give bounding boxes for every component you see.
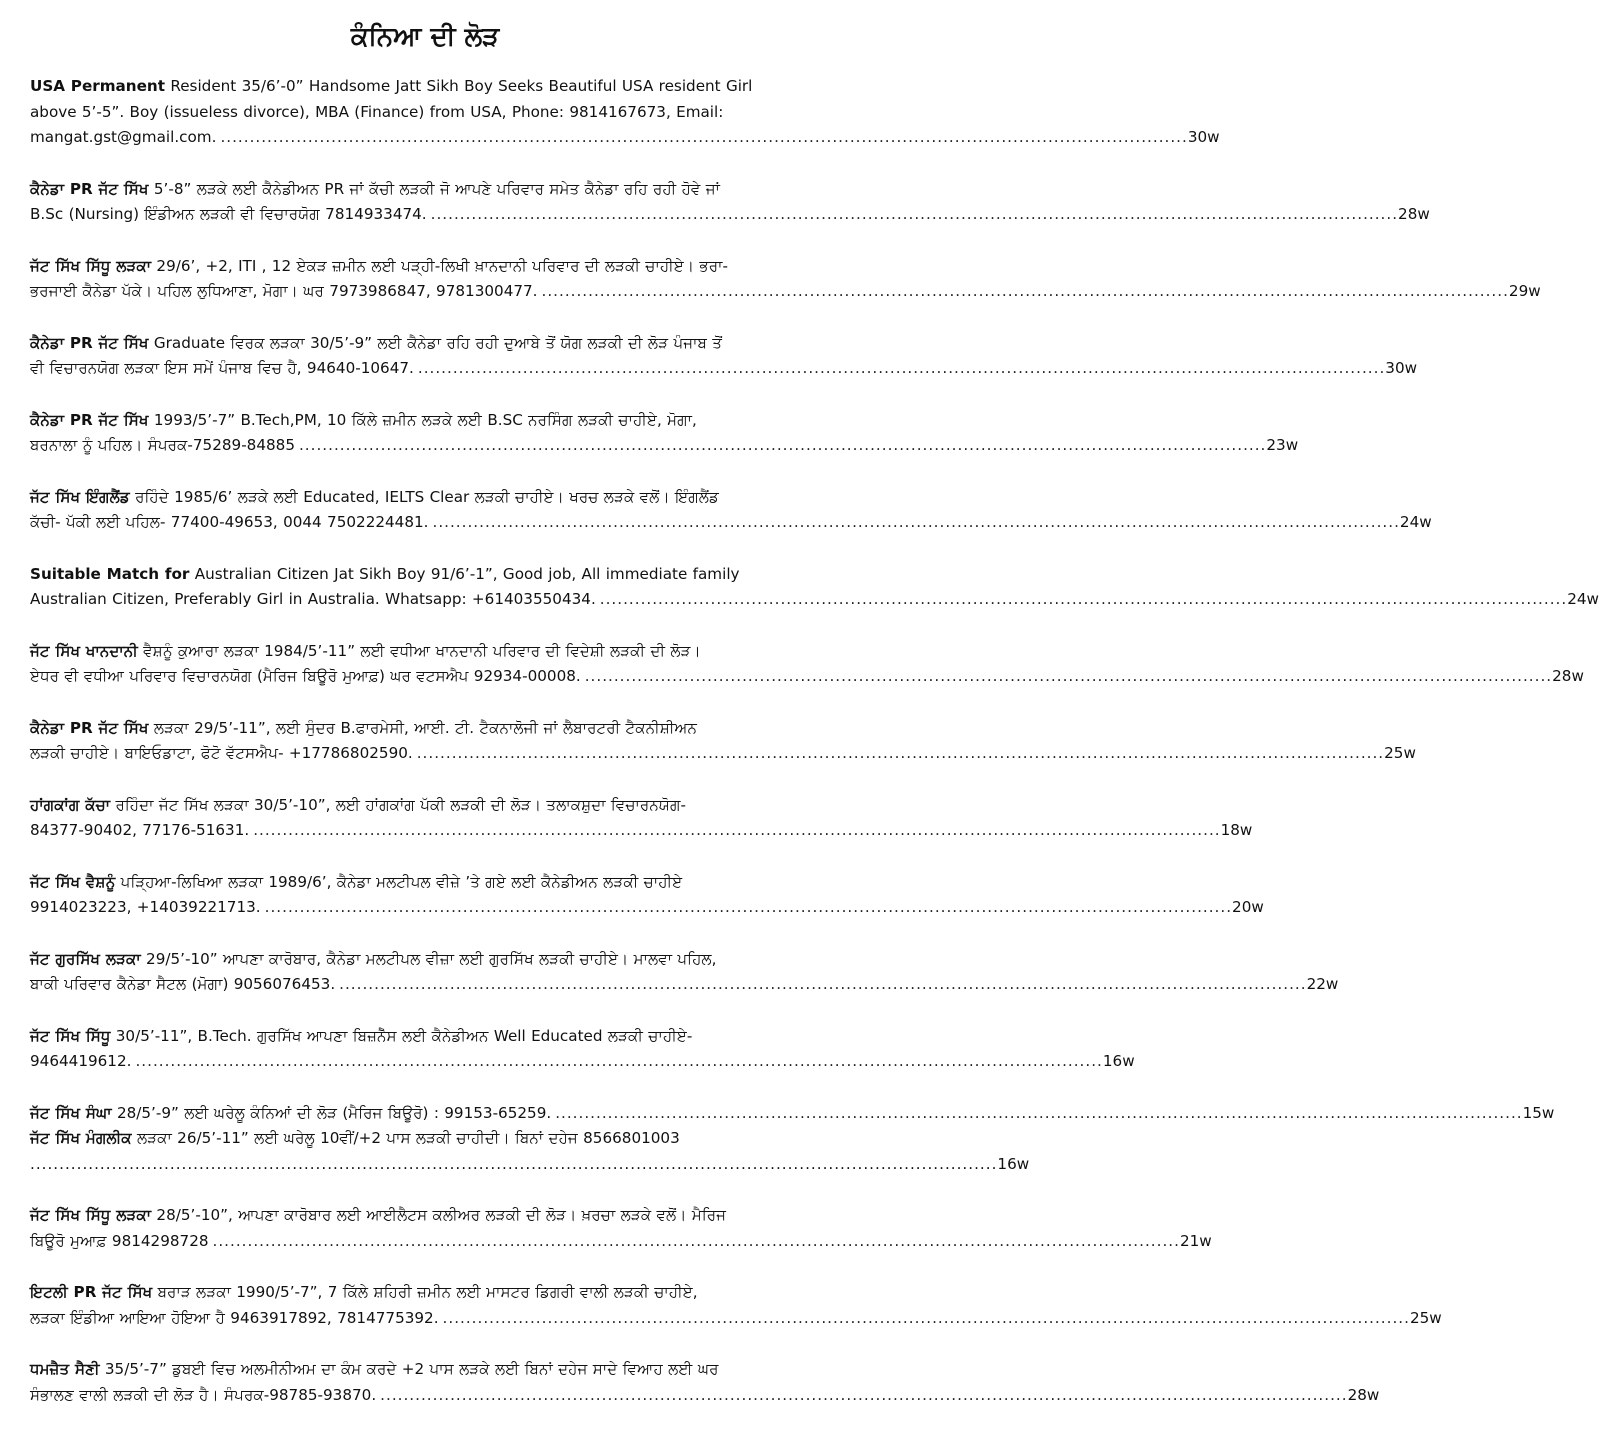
ad-text: B.Sc (Nursing) ਇੰਡੀਅਨ ਲੜਕੀ ਵੀ ਵਿਚਾਰਯੋਗ 7814933474.	[30, 205, 427, 223]
ad-last-line	[30, 664, 1584, 690]
ad-text: 5’-8” ਲੜਕੇ ਲਈ ਕੈਨੇਡੀਅਨ PR ਜਾਂ ਕੱਚੀ ਲੜਕੀ ਜੋ ਆਪਣੇ ਪਰਿਵਾਰ ਸਮੇਤ ਕੈਨੇਡਾ ਰਹਿ ਰਹੀ ਹੋਵੇ ਜਾਂ	[148, 179, 720, 198]
ad-last-line	[30, 202, 1430, 228]
ad-item	[30, 74, 1220, 151]
ad-text: ਰਹਿੰਦੇ 1985/6’ ਲੜਕੇ ਲਈ Educated, IELTS Clear ਲੜਕੀ ਚਾਹੀਏ। ਖਰਚ ਲੜਕੇ ਵਲੋਂ। ਇੰਗਲੈਂਡ	[129, 487, 719, 506]
ad-heading: ਜੱਟ ਸਿੱਖ ਖਾਨਦਾਨੀ	[30, 641, 138, 660]
ad-heading: ਜੱਟ ਸਿੱਖ ਮੰਗਲੀਕ	[30, 1129, 132, 1147]
ad-rate: 24w	[1567, 590, 1599, 608]
ad-text: Australian Citizen Jat Sikh Boy 91/6’-1”, Good job, All immediate family	[189, 564, 740, 583]
ad-rate: 22w	[1306, 975, 1339, 993]
ad-rate: 24w	[1399, 513, 1432, 531]
ad-line	[30, 639, 820, 665]
ad-rate: 29w	[1508, 282, 1541, 300]
ad-rate: 30w	[1385, 359, 1418, 377]
ad-last-line	[30, 1152, 1030, 1178]
ad-line: above 5’-5”. Boy (issueless divorce), MBA (Finance) from USA, Phone: 9814167673, Email:	[30, 102, 724, 121]
ad-item	[30, 254, 1541, 305]
ad-text: ਰਹਿੰਦਾ ਜੱਟ ਸਿੱਖ ਲੜਕਾ 30/5’-10”, ਲਈ ਹਾਂਗਕਾਂਗ ਪੱਕੀ ਲੜਕੀ ਦੀ ਲੋੜ। ਤਲਾਕਸ਼ੁਦਾ ਵਿਚਾਰਨਯੋਗ-	[110, 795, 687, 814]
ad-item	[30, 1101, 1555, 1127]
page-title: ਕੰਨਿਆ ਦੀ ਲੋੜ	[350, 22, 500, 52]
ad-heading: ਜੱਟ ਸਿੱਖ ਸਿੱਧੂ ਲੜਕਾ	[30, 256, 152, 275]
ad-rate: 28w	[1398, 205, 1430, 223]
ad-heading: ਇਟਲੀ PR ਜੱਟ ਸਿੱਖ	[30, 1283, 153, 1301]
ad-text: ਵੀ ਵਿਚਾਰਨਯੋਗ ਲੜਕਾ ਇਸ ਸਮੇਂ ਪੰਜਾਬ ਵਿਚ ਹੈ, 94640-10647.	[30, 359, 414, 377]
ad-last-line	[30, 433, 1299, 459]
ad-rate: 20w	[1232, 898, 1264, 916]
ad-item	[30, 562, 1599, 613]
ad-item	[30, 947, 1339, 998]
ad-text: Resident 35/6’-0” Handsome Jatt Sikh Boy Seeks Beautiful USA resident Girl	[165, 77, 753, 95]
ad-text: 29/6’, +2, ITI , 12 ਏਕੜ ਜ਼ਮੀਨ ਲਈ ਪੜ੍ਹੀ-ਲਿਖੀ ਖ਼ਾਨਦਾਨੀ ਪਰਿਵਾਰ ਦੀ ਲੜਕੀ ਚਾਹੀਏ। ਭਰਾ-	[151, 256, 728, 275]
ad-last-line	[30, 1383, 1380, 1409]
ad-line	[30, 485, 820, 511]
ad-last-line	[30, 125, 1220, 151]
ad-item	[30, 485, 1432, 536]
ad-last-line	[30, 1306, 1442, 1332]
ad-text: ਵੈਸ਼ਨੂੰ ਕੁਆਰਾ ਲੜਕਾ 1984/5’-11” ਲਈ ਵਧੀਆ ਖਾਨਦਾਨੀ ਪਰਿਵਾਰ ਦੀ ਵਿਦੇਸ਼ੀ ਲੜਕੀ ਦੀ ਲੋੜ।	[137, 641, 701, 660]
ad-text: ਬਿਊਰੋ ਮੁਆਫ਼ 9814298728	[30, 1231, 209, 1250]
ad-heading: ਜੱਟ ਸਿੱਖ ਸਿੱਧੂ	[30, 1026, 111, 1045]
ad-last-line	[30, 895, 1264, 921]
ad-line	[30, 1126, 820, 1152]
ad-line	[30, 1024, 820, 1050]
ad-rate: 25w	[1384, 744, 1416, 762]
ad-text: 30/5’-11”, B.Tech. ਗੁਰਸਿੱਖ ਆਪਣਾ ਬਿਜ਼ਨੈੱਸ ਲਈ ਕੈਨੇਡੀਅਨ Well Educated ਲੜਕੀ ਚਾਹੀਏ-	[110, 1026, 693, 1045]
ad-line	[30, 331, 820, 357]
ad-text: 28/5’-9” ਲਈ ਘਰੇਲੂ ਕੰਨਿਆਂ ਦੀ ਲੋੜ (ਮੈਰਿਜ ਬਿਊਰੋ) : 99153-65259.	[111, 1103, 552, 1122]
ad-text: 28/5’-10”, ਆਪਣਾ ਕਾਰੋਬਾਰ ਲਈ ਆਈਲੈਟਸ ਕਲੀਅਰ ਲੜਕੀ ਦੀ ਲੋੜ। ਖ਼ਰਚਾ ਲੜਕੇ ਵਲੋਂ। ਮੈਰਿਜ	[151, 1206, 727, 1224]
ad-item	[30, 331, 1418, 382]
ad-heading: ਜੱਟ ਸਿੱਖ ਇੰਗਲੈਂਡ	[30, 487, 130, 506]
ad-item	[30, 177, 1430, 228]
ad-line	[30, 793, 820, 819]
ad-item	[30, 793, 1253, 844]
ad-item	[30, 1280, 1442, 1331]
ad-line	[30, 177, 820, 203]
ad-rate: 21w	[1179, 1231, 1212, 1250]
ad-heading: ਜੱਟ ਸਿੱਖ ਵੈਸ਼ਨੂੰ	[30, 872, 116, 891]
ad-text: 9914023223, +14039221713.	[30, 898, 261, 916]
ad-text: ਬਰਨਾਲਾ ਨੂੰ ਪਹਿਲ। ਸੰਪਰਕ-75289-84885	[30, 436, 295, 454]
ad-line	[30, 254, 820, 280]
ad-last-line	[30, 587, 1599, 613]
ad-line	[30, 716, 820, 742]
ad-last-line	[30, 972, 1339, 998]
ad-last-line	[30, 1229, 1212, 1255]
ad-item	[30, 1357, 1380, 1408]
ad-rate: 23w	[1266, 436, 1299, 454]
ad-item	[30, 639, 1584, 690]
ad-last-line	[30, 741, 1416, 767]
ad-heading: ਜੱਟ ਸਿੱਖ ਸੰਘਾ	[30, 1103, 112, 1122]
ad-text: 35/5’-7” ਡੁਬਈ ਵਿਚ ਅਲਮੀਨੀਅਮ ਦਾ ਕੰਮ ਕਰਦੇ +2 ਪਾਸ ਲੜਕੇ ਲਈ ਬਿਨਾਂ ਦਹੇਜ ਸਾਦੇ ਵਿਆਹ ਲਈ ਘਰ	[99, 1360, 719, 1378]
ad-last-line	[30, 279, 1541, 305]
ad-heading: Suitable Match for	[30, 564, 190, 583]
ad-item	[30, 1024, 1135, 1075]
ad-last-line	[30, 1101, 1555, 1127]
ad-last-line	[30, 818, 1253, 844]
ad-heading: ਕੈਨੇਡਾ PR ਜੱਟ ਸਿੱਖ	[30, 718, 149, 737]
ad-rate: 18w	[1220, 821, 1253, 839]
ad-text: ਲੜਕਾ 26/5’-11” ਲਈ ਘਰੇਲੂ 10ਵੀਂ/+2 ਪਾਸ ਲੜਕੀ ਚਾਹੀਦੀ। ਬਿਨਾਂ ਦਹੇਜ 8566801003	[131, 1129, 680, 1147]
ad-heading: ਜੱਟ ਗੁਰਸਿੱਖ ਲੜਕਾ	[30, 949, 141, 968]
ad-rate: 25w	[1409, 1308, 1442, 1327]
ad-heading: ਕੈਨੇਡਾ PR ਜੱਟ ਸਿੱਖ	[30, 410, 149, 429]
ad-last-line	[30, 1049, 1135, 1075]
ad-rate: 16w	[1102, 1052, 1135, 1070]
ad-text: ਬਾਕੀ ਪਰਿਵਾਰ ਕੈਨੇਡਾ ਸੈਟਲ (ਮੋਗਾ) 9056076453.	[30, 975, 336, 993]
ad-item	[30, 408, 1299, 459]
ad-text: ਕੱਚੀ- ਪੱਕੀ ਲਈ ਪਹਿਲ- 77400-49653, 0044 7502224481.	[30, 513, 429, 531]
ad-line	[30, 408, 820, 434]
ad-item	[30, 1126, 1030, 1177]
ad-line	[30, 1357, 820, 1383]
ad-text: 29/5’-10” ਆਪਣਾ ਕਾਰੋਬਾਰ, ਕੈਨੇਡਾ ਮਲਟੀਪਲ ਵੀਜ਼ਾ ਲਈ ਗੁਰਸਿੱਖ ਲੜਕੀ ਚਾਹੀਏ। ਮਾਲਵਾ ਪਹਿਲ,	[140, 949, 717, 968]
ad-text: ਬਰਾੜ ਲੜਕਾ 1990/5’-7”, 7 ਕਿੱਲੇ ਸ਼ਹਿਰੀ ਜ਼ਮੀਨ ਲਈ ਮਾਸਟਰ ਡਿਗਰੀ ਵਾਲੀ ਲੜਕੀ ਚਾਹੀਏ,	[152, 1283, 698, 1301]
ad-text: Graduate ਵਿਰਕ ਲੜਕਾ 30/5’-9” ਲਈ ਕੈਨੇਡਾ ਰਹਿ ਰਹੀ ਦੁਆਬੇ ਤੋਂ ਯੋਗ ਲੜਕੀ ਦੀ ਲੋੜ ਪੰਜਾਬ ਤੋਂ	[148, 333, 723, 352]
ad-rate: 28w	[1347, 1385, 1380, 1404]
ad-text: ਏਧਰ ਵੀ ਵਧੀਆ ਪਰਿਵਾਰ ਵਿਚਾਰਨਯੋਗ (ਮੈਰਿਜ ਬਿਊਰੋ ਮੁਆਫ਼) ਘਰ ਵਟਸਐਪ 92934-00008.	[30, 667, 581, 685]
ad-last-line	[30, 356, 1418, 382]
ad-text: mangat.gst@gmail.com.	[30, 128, 217, 146]
ad-text: ਭਰਜਾਈ ਕੈਨੇਡਾ ਪੱਕੇ। ਪਹਿਲ ਲੁਧਿਆਣਾ, ਮੋਗਾ। ਘਰ 7973986847, 9781300477.	[30, 282, 538, 300]
ad-text: ਲੜਕਾ 29/5’-11”, ਲਈ ਸੁੰਦਰ B.ਫਾਰਮੇਸੀ, ਆਈ. ਟੀ. ਟੈਕਨਾਲੋਜੀ ਜਾਂ ਲੈਬਾਰਟਰੀ ਟੈਕਨੀਸ਼ੀਅਨ	[148, 718, 697, 737]
ad-heading: USA Permanent	[30, 77, 165, 95]
ad-heading: ਜੱਟ ਸਿੱਖ ਸਿੱਧੂ ਲੜਕਾ	[30, 1206, 152, 1224]
ad-text: 84377-90402, 77176-51631.	[30, 821, 250, 839]
ad-text: ਲੜਕੀ ਚਾਹੀਏ। ਬਾਇਓਡਾਟਾ, ਫੋਟੋ ਵੱਟਸਐਪ- +17786802590.	[30, 744, 413, 762]
ad-line	[30, 562, 820, 588]
ad-line	[30, 1280, 820, 1306]
ad-item	[30, 716, 1416, 767]
ad-item	[30, 870, 1264, 921]
ad-line	[30, 947, 820, 973]
ad-line	[30, 1203, 820, 1229]
ad-heading: ਕੈਨੇਡਾ PR ਜੱਟ ਸਿੱਖ	[30, 333, 149, 352]
ad-text: ਲੜਕਾ ਇੰਡੀਆ ਆਇਆ ਹੋਇਆ ਹੈ 9463917892, 7814775392.	[30, 1308, 439, 1327]
ad-text: Australian Citizen, Preferably Girl in Australia. Whatsapp: +61403550434.	[30, 590, 596, 608]
ad-heading: ਕੈਨੇਡਾ PR ਜੱਟ ਸਿੱਖ	[30, 179, 149, 198]
ad-text: 1993/5’-7” B.Tech,PM, 10 ਕਿੱਲੇ ਜ਼ਮੀਨ ਲੜਕੇ ਲਈ B.SC ਨਰਸਿੰਗ ਲੜਕੀ ਚਾਹੀਏ, ਮੋਗਾ,	[148, 410, 697, 429]
ad-heading: ਧਮਜ਼ੈਤ ਸੈਣੀ	[30, 1360, 100, 1378]
ad-rate: 15w	[1522, 1103, 1555, 1122]
ad-item	[30, 1203, 1212, 1254]
ad-heading: ਹਾਂਗਕਾਂਗ ਕੱਚਾ	[30, 795, 111, 814]
ad-text: ਪੜ੍ਹਿਆ-ਲਿਖਿਆ ਲੜਕਾ 1989/6’, ਕੈਨੇਡਾ ਮਲਟੀਪਲ ਵੀਜ਼ੇ ’ਤੇ ਗਏ ਲਈ ਕੈਨੇਡੀਅਨ ਲੜਕੀ ਚਾਹੀਏ	[115, 872, 683, 891]
ad-last-line	[30, 510, 1432, 536]
ad-text: ਸੰਭਾਲਣ ਵਾਲੀ ਲੜਕੀ ਦੀ ਲੋੜ ਹੈ। ਸੰਪਰਕ-98785-93870.	[30, 1385, 377, 1404]
ad-rate: 30w	[1187, 128, 1220, 146]
ad-text: 9464419612.	[30, 1052, 132, 1070]
ad-line	[30, 74, 820, 100]
ad-rate: 28w	[1552, 667, 1584, 685]
ad-line	[30, 870, 820, 896]
ad-rate: 16w	[997, 1154, 1030, 1173]
